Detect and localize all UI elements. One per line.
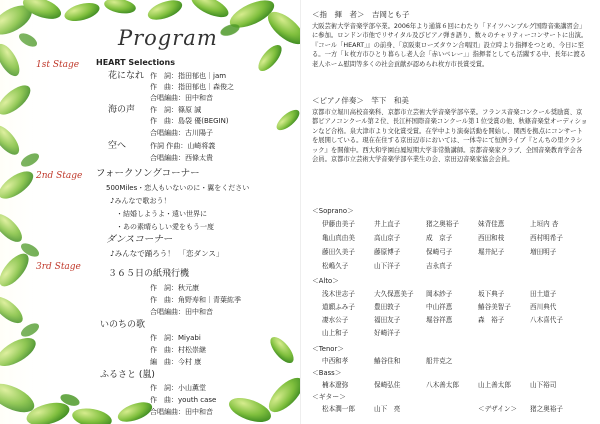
member-name: 山下洋子 bbox=[374, 262, 401, 270]
song-title: 空へ bbox=[108, 141, 127, 151]
credit-row: 作 曲：角野寿和｜青葉紘季 bbox=[150, 296, 241, 304]
folk-song-line: 500Miles・恋人もいないのに・翼をください bbox=[106, 184, 250, 192]
member-name: 八木喜代子 bbox=[530, 316, 563, 324]
member-name: 藤田久美子 bbox=[322, 248, 355, 256]
credit-row: 編 曲：今村 康 bbox=[150, 358, 202, 366]
member-name: 山上和子 bbox=[322, 329, 349, 337]
conductor-bio: 大阪芸術大学音楽学部卒業。2006年より通算６回にわたり「ドイツハンブルグ国際音楽講習会」に参加。ロンドン市他でリサイタル及びピアノ弾き語り、数々のチャリティーコンサートに出演。『コール「HEART」』の前身、「京阪東ローズタウン合唱団」設立時より指揮をつとめ、今日に至る。一方「ｋ枚方市ひとり暮らし老人会「赤いベレー」」指揮者としても活躍する中、長年に渡る老人ホーム慰問等多くの社会貢献が認められ枚方市長賞受賞。 bbox=[312, 23, 588, 68]
member-name: 西川典代 bbox=[530, 303, 557, 311]
stage-1-label: 1st Stage bbox=[36, 60, 80, 70]
credit-row: 作詞 作曲：山崎将義 bbox=[150, 142, 216, 150]
member-name: 亀山真由美 bbox=[322, 234, 355, 242]
member-row bbox=[322, 379, 582, 389]
member-name: 成 京子 bbox=[426, 234, 453, 242]
member-name: 楠本遼弥 bbox=[322, 381, 349, 389]
guitar-label: ＜ギター＞ bbox=[312, 393, 346, 401]
heart-selections-heading: HEART Selections bbox=[96, 58, 176, 67]
member-name: 八木善太郎 bbox=[426, 381, 459, 389]
pianist-heading: ＜ピアノ伴奏＞ 竿下 和美 bbox=[312, 96, 409, 105]
member-name: 藤原博子 bbox=[374, 248, 401, 256]
member-name: 鰆谷住和 bbox=[374, 357, 401, 365]
member-name: 鰆谷美智子 bbox=[478, 303, 511, 311]
member-name: 坂下典子 bbox=[478, 290, 505, 298]
member-name: 岡本紗子 bbox=[426, 290, 453, 298]
member-name: 猪之奥裕子 bbox=[426, 220, 459, 228]
member-name: 井上直子 bbox=[374, 220, 401, 228]
credit-row: 合唱編曲：田中和音 bbox=[150, 94, 213, 102]
bass-label: ＜Bass＞ bbox=[312, 369, 342, 377]
member-row bbox=[322, 403, 582, 413]
credit-row: 作 詞：Miyabi bbox=[150, 334, 201, 342]
member-name: 増田明子 bbox=[530, 248, 557, 256]
member-name: 大久保恵美子 bbox=[374, 290, 414, 298]
member-name: 妹背佳恵 bbox=[478, 220, 505, 228]
credit-row: 合唱編曲：西條太貴 bbox=[150, 154, 213, 162]
member-name: 山上善太郎 bbox=[478, 381, 511, 389]
credit-row: 作 曲：村松崇継 bbox=[150, 346, 206, 354]
credit-row: 作 詞：指田郁也｜jam bbox=[150, 72, 227, 80]
member-name: 猪之奥裕子 bbox=[530, 405, 563, 413]
member-name: 豊田敦子 bbox=[374, 303, 401, 311]
credit-row: 合唱編曲：古川陽子 bbox=[150, 129, 213, 137]
dance-heading: ダンスコーナー bbox=[106, 234, 173, 245]
member-name: 森 裕子 bbox=[478, 316, 505, 324]
folk-song-line: ♪みんなで歌おう！ bbox=[110, 197, 171, 205]
credit-row: 作 詞：小山薫堂 bbox=[150, 384, 206, 392]
member-name: 堀井紀子 bbox=[478, 248, 505, 256]
member-row bbox=[322, 327, 582, 337]
stage-2-label: 2nd Stage bbox=[36, 171, 83, 181]
song-title: 花になれ bbox=[108, 71, 145, 81]
credit-row: 作 曲：youth case bbox=[150, 396, 217, 404]
member-row bbox=[322, 260, 582, 270]
member-name: 中山祥恵 bbox=[426, 303, 453, 311]
member-row bbox=[322, 314, 582, 324]
song-title: いのちの歌 bbox=[100, 320, 146, 330]
member-name: 凄水公子 bbox=[322, 316, 349, 324]
member-name: 高山京子 bbox=[374, 234, 401, 242]
member-name: 松嶋久子 bbox=[322, 262, 349, 270]
member-name: 福田友子 bbox=[374, 316, 401, 324]
credit-row: 作 曲：島袋 優(BEGIN) bbox=[150, 117, 229, 125]
member-name: 船井克之 bbox=[426, 357, 453, 365]
member-row bbox=[322, 301, 582, 311]
member-name: 伊藤由美子 bbox=[322, 220, 355, 228]
conductor-heading: ＜指 揮 者＞ 吉岡とも子 bbox=[312, 10, 410, 19]
credit-row: 合唱編曲：田中和音 bbox=[150, 408, 213, 416]
member-name: 上垣内 杏 bbox=[530, 220, 559, 228]
member-row bbox=[322, 232, 582, 242]
member-row bbox=[322, 218, 582, 228]
credit-row: 作 詞：秋元康 bbox=[150, 284, 199, 292]
credit-row: 作 曲：指田郁也｜森俊之 bbox=[150, 83, 234, 91]
member-name: 道願ふみ子 bbox=[322, 303, 355, 311]
dance-line: ♪みんなで踊ろう！ 「恋ダンス」 bbox=[110, 249, 224, 258]
member-row bbox=[322, 355, 582, 365]
folk-song-line: ・あの素晴らしい愛をもう一度 bbox=[116, 223, 214, 231]
program-title: Program bbox=[118, 26, 218, 50]
alto-label: ＜Alto＞ bbox=[312, 277, 339, 285]
credit-row: 合唱編曲：田中和音 bbox=[150, 308, 213, 316]
member-name: 西田和枝 bbox=[478, 234, 505, 242]
member-name: 浅木世志子 bbox=[322, 290, 355, 298]
song-title: ３６５日の紙飛行機 bbox=[108, 269, 190, 279]
member-name: 吉永真子 bbox=[426, 262, 453, 270]
member-row bbox=[322, 288, 582, 298]
folk-song-line: ・結婚しようよ・遠い世界に bbox=[116, 210, 207, 218]
member-name: 松本潤一郎 bbox=[322, 405, 355, 413]
folk-song-heading: フォークソングコーナー bbox=[96, 168, 200, 179]
pianist-bio: 京都市立堀川高校音楽科、京都市立芸術大学音楽学部卒業。フランス音楽コンクール奨励賞、京都ピアノコンクール第２位、長江杯国際音楽コンクール第１位受賞の他、秋篠音楽堂オーディションなど合格。泉大津市より文化賞受賞。在学中より演奏活動を開始し、関西を拠点にコンサートを展開している。現在在住する京田辺市においては、一体寺にて恒例ライブ『とんちの里クラシック』を開催中。西大和学園白鳳短期大学非常勤講師。京都音楽家クラブ、全国音楽教育学会各会員。京都市立芸術大学音楽学部卒業生の会、京田辺音楽家協会会員。 bbox=[312, 109, 588, 164]
member-name: 西村明希子 bbox=[530, 234, 563, 242]
song-title: ふるさと (嵐) bbox=[100, 370, 155, 380]
member-name: 好崎洋子 bbox=[374, 329, 401, 337]
member-name: 中西和孝 bbox=[322, 357, 349, 365]
credit-row: 作 詞：篠原 誠 bbox=[150, 106, 202, 114]
song-title: 海の声 bbox=[108, 105, 136, 115]
soprano-label: ＜Soprano＞ bbox=[312, 207, 354, 215]
tenor-label: ＜Tenor＞ bbox=[312, 345, 345, 353]
member-name: ＜デザイン＞ bbox=[478, 405, 518, 413]
member-name: 山下 亮 bbox=[374, 405, 401, 413]
member-name: 保崎弓子 bbox=[426, 248, 453, 256]
member-name: 山下裕司 bbox=[530, 381, 557, 389]
member-name: 保崎弘住 bbox=[374, 381, 401, 389]
member-row bbox=[322, 246, 582, 256]
member-name: 堀谷祥恵 bbox=[426, 316, 453, 324]
stage-3-label: 3rd Stage bbox=[36, 262, 81, 272]
member-name: 田土道子 bbox=[530, 290, 557, 298]
